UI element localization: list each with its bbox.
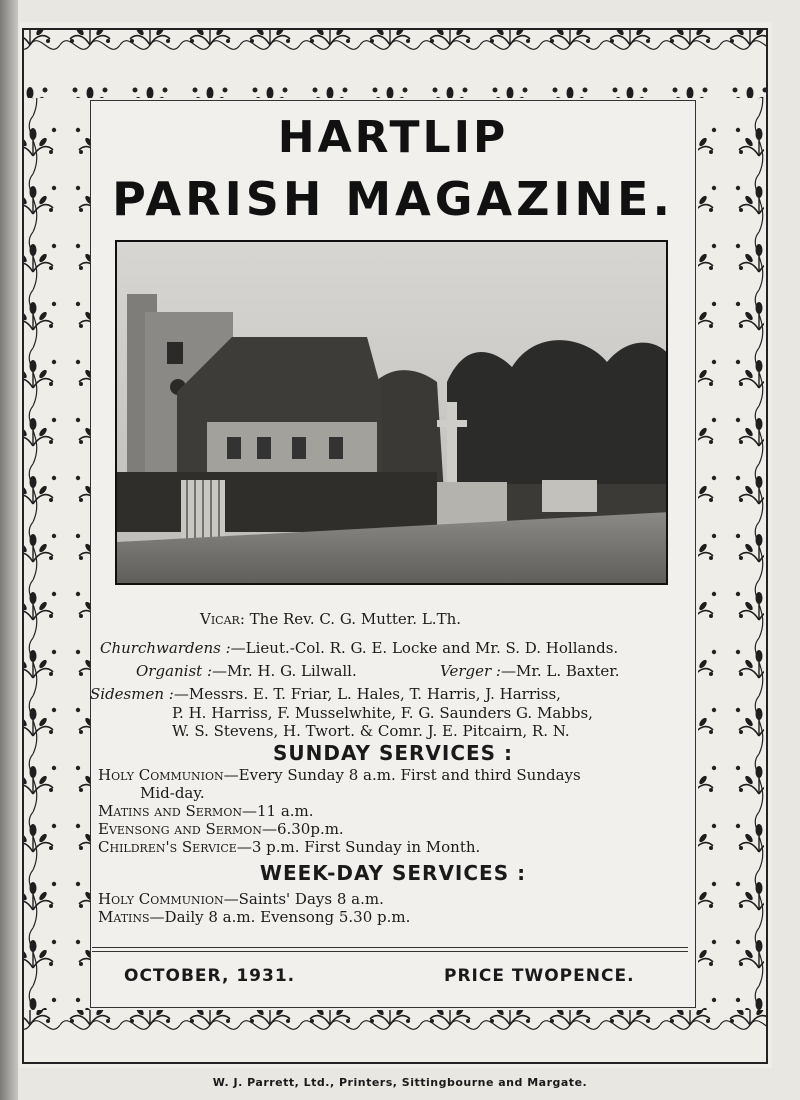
sunday-services-heading: SUNDAY SERVICES :: [272, 741, 514, 765]
organist-line: [136, 662, 357, 680]
service-name: Holy Communion: [98, 766, 224, 784]
service-time: —Daily 8 a.m. Evensong 5.30 p.m.: [149, 908, 411, 926]
service-row: [98, 820, 344, 838]
service-name: Matins: [98, 908, 150, 926]
service-name: Evensong and Sermon: [98, 820, 262, 838]
service-time: —3 p.m. First Sunday in Month.: [236, 838, 481, 856]
issue-date: OCTOBER, 1931.: [124, 966, 296, 986]
printer-imprint: W. J. Parrett, Ltd., Printers, Sittingbourne and Margate.: [212, 1076, 588, 1089]
organist-label: Organist :: [136, 662, 213, 680]
divider-rule: [92, 947, 688, 948]
sidesmen-label: Sidesmen :: [90, 685, 174, 703]
service-name: Matins and Sermon: [98, 802, 242, 820]
vicar-line: [200, 610, 461, 628]
price: PRICE TWOPENCE.: [444, 966, 635, 986]
service-name: Children's Service: [98, 838, 237, 856]
weekday-services-heading: WEEK-DAY SERVICES :: [259, 861, 527, 885]
vicar-name: The Rev. C. G. Mutter. L.Th.: [249, 610, 462, 628]
sidesmen-line-2: P. H. Harriss, F. Musselwhite, F. G. Saunders G. Mabbs,: [172, 704, 593, 722]
masthead-title-line2: PARISH MAGAZINE.: [112, 172, 674, 226]
sidesmen-line-1: [90, 685, 561, 703]
churchwardens-line: [100, 639, 618, 657]
service-row: [98, 802, 314, 820]
vicar-label: Vicar:: [200, 610, 245, 628]
service-row: [98, 890, 384, 908]
service-row-continuation: Mid-day.: [140, 784, 205, 802]
verger-label: Verger :: [440, 662, 501, 680]
service-time: —11 a.m.: [241, 802, 314, 820]
service-row: [98, 766, 581, 784]
masthead-title-line1: HARTLIP: [277, 112, 509, 163]
sidesmen-line-3: W. S. Stevens, H. Twort. & Comr. J. E. Pitcairn, R. N.: [172, 722, 570, 740]
service-time: —6.30p.m.: [261, 820, 344, 838]
service-row: [98, 838, 480, 856]
church-photograph: [115, 240, 668, 585]
sidesmen-names-1: —Messrs. E. T. Friar, L. Hales, T. Harris, J. Harriss,: [173, 685, 561, 703]
service-time: —Every Sunday 8 a.m. First and third Sundays: [223, 766, 581, 784]
verger-line: [440, 662, 620, 680]
service-name: Holy Communion: [98, 890, 224, 908]
churchwardens-label: Churchwardens :: [100, 639, 231, 657]
verger-name: —Mr. L. Baxter.: [500, 662, 620, 680]
organist-name: —Mr. H. G. Lilwall.: [212, 662, 357, 680]
divider-rule: [92, 951, 688, 952]
service-row: [98, 908, 410, 926]
service-time: —Saints' Days 8 a.m.: [223, 890, 384, 908]
churchwardens-names: —Lieut.-Col. R. G. E. Locke and Mr. S. D. Hollands.: [230, 639, 619, 657]
